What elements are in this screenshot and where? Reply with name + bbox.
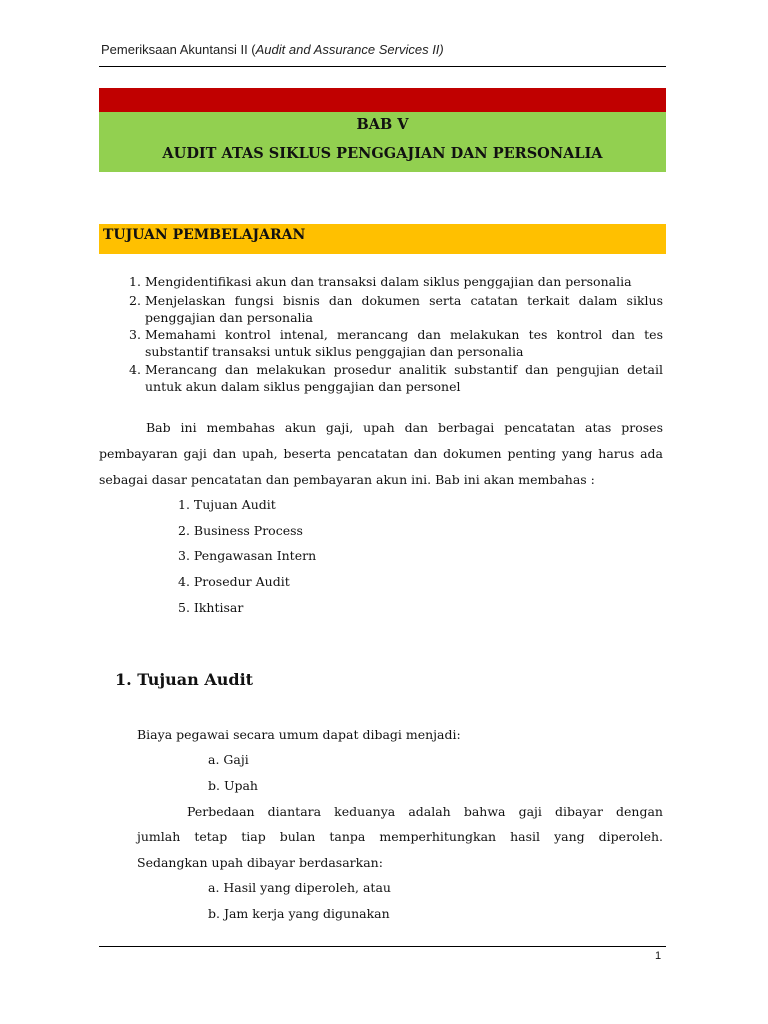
objective-number: 1. <box>129 274 141 289</box>
objective-text: Memahami kontrol intenal, merancang dan melakukan tes kontrol dan tes <box>145 327 663 342</box>
section-title: 1. Tujuan Audit <box>115 670 254 689</box>
wage-basis-item: b. Jam kerja yang digunakan <box>208 906 390 921</box>
objective-text: substantif transaksi untuk siklus penggajian dan personalia <box>145 344 524 359</box>
section-paragraph-line: Perbedaan diantara keduanya adalah bahwa gaji dibayar dengan <box>187 804 663 819</box>
section-paragraph-line: jumlah tetap tiap bulan tanpa memperhitungkan hasil yang diperoleh. <box>137 829 663 844</box>
course-name-english: Audit and Assurance Services II) <box>255 42 444 57</box>
chapter-title: AUDIT ATAS SIKLUS PENGGAJIAN DAN PERSONALIA <box>162 145 603 162</box>
objective-number: 3. <box>129 327 141 342</box>
objectives-heading: TUJUAN PEMBELAJARAN <box>103 227 306 243</box>
objective-item <box>129 273 663 290</box>
objective-text: Menjelaskan fungsi bisnis dan dokumen serta catatan terkait dalam siklus <box>145 293 663 308</box>
objective-item <box>129 361 663 395</box>
objective-text: Merancang dan melakukan prosedur analitik substantif dan pengujian detail <box>145 362 663 377</box>
intro-line: pembayaran gaji dan upah, beserta pencatatan dan dokumen penting yang harus ada <box>99 446 663 461</box>
intro-line: sebagai dasar pencatatan dan pembayaran akun ini. Bab ini akan membahas : <box>99 472 595 487</box>
footer-rule <box>99 946 666 947</box>
objective-text: untuk akun dalam siklus penggajian dan personel <box>145 379 461 394</box>
wage-basis-item: a. Hasil yang diperoleh, atau <box>208 880 391 895</box>
topic-item: 1. Tujuan Audit <box>178 497 276 512</box>
section-paragraph-line: Sedangkan upah dibayar berdasarkan: <box>137 855 383 870</box>
section-lead: Biaya pegawai secara umum dapat dibagi menjadi: <box>137 727 461 742</box>
objective-item <box>129 292 663 326</box>
cost-type-item: b. Upah <box>208 778 258 793</box>
topic-item: 5. Ikhtisar <box>178 600 244 615</box>
topic-item: 3. Pengawasan Intern <box>178 548 317 563</box>
cost-type-item: a. Gaji <box>208 752 249 767</box>
objective-text: penggajian dan personalia <box>145 310 313 325</box>
course-name: Pemeriksaan Akuntansi II ( <box>101 42 256 57</box>
objective-number: 4. <box>129 362 141 377</box>
chapter-red-bar <box>99 88 666 112</box>
topic-item: 4. Prosedur Audit <box>178 574 290 589</box>
objective-text: Mengidentifikasi akun dan transaksi dalam siklus penggajian dan personalia <box>145 274 632 289</box>
objective-item <box>129 326 663 360</box>
chapter-number: BAB V <box>356 116 409 133</box>
page-number: 1 <box>655 950 662 962</box>
objective-number: 2. <box>129 293 141 308</box>
header-rule <box>99 66 666 67</box>
running-header <box>101 42 444 57</box>
topic-item: 2. Business Process <box>178 523 303 538</box>
intro-line: Bab ini membahas akun gaji, upah dan berbagai pencatatan atas proses <box>146 420 663 435</box>
